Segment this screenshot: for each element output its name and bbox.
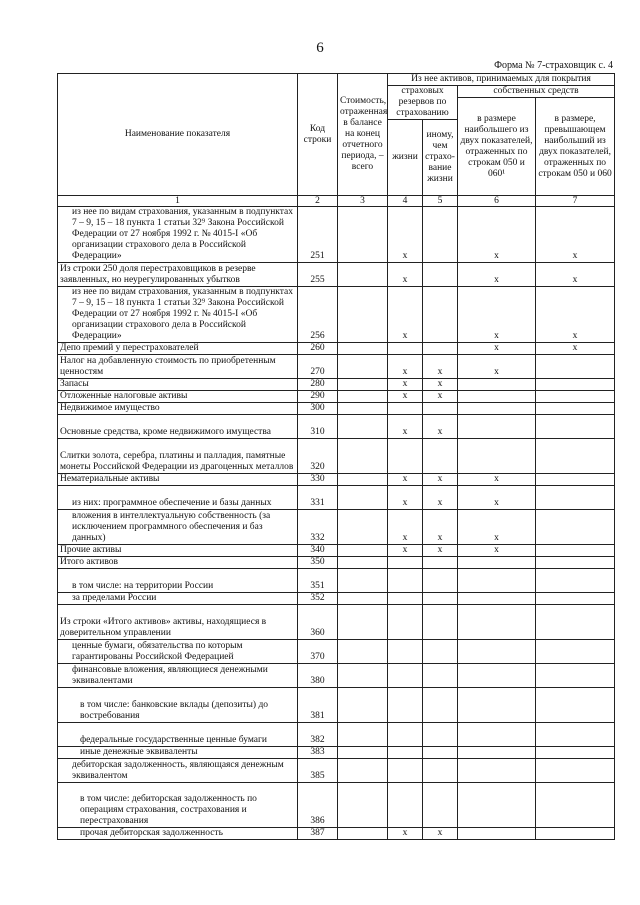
col-number: 1 xyxy=(58,196,298,207)
table-row xyxy=(58,474,615,486)
row-col6 xyxy=(458,439,536,474)
form-label: Форма № 7-страховщик с. 4 xyxy=(494,60,613,71)
header-own-b: в размере, превышающем наибольший из двух показателей, отраженных по строкам 050 и 060 xyxy=(536,98,615,196)
row-col5 xyxy=(423,287,458,343)
row-value xyxy=(338,605,388,640)
row-col6 xyxy=(458,379,536,391)
row-col4 xyxy=(388,664,423,688)
row-name: в том числе: на территории России xyxy=(58,569,298,593)
table-row xyxy=(58,557,615,569)
header-assets-group: Из нее активов, принимаемых для покрытия xyxy=(388,74,615,86)
row-col7 xyxy=(536,391,615,403)
row-col4 xyxy=(388,747,423,759)
row-col6 xyxy=(458,403,536,415)
row-col7: x xyxy=(536,287,615,343)
row-name: дебиторская задолженность, являющаяся денежным эквивалентом xyxy=(58,759,298,783)
row-col5: x xyxy=(423,391,458,403)
table-row xyxy=(58,207,615,263)
row-name: Из строки 250 доля перестраховщиков в резерве заявленных, но неурегулированных убытков xyxy=(58,263,298,287)
header-own-a: в размере наибольшего из двух показателей, отраженных по строкам 050 и 060¹ xyxy=(458,98,536,196)
row-col5: x xyxy=(423,545,458,557)
row-col6 xyxy=(458,759,536,783)
row-name: Основные средства, кроме недвижимого имущества xyxy=(58,415,298,439)
row-col6 xyxy=(458,723,536,747)
row-code: 387 xyxy=(298,828,338,840)
row-col6: x xyxy=(458,474,536,486)
row-col5: x xyxy=(423,510,458,545)
row-col4: x xyxy=(388,486,423,510)
row-name: из нее по видам страхования, указанным в подпунктах 7 – 9, 15 – 18 пункта 1 статьи 32⁹ Закона Российской Федерации от 27 ноября 1992 г. № 4015-I «Об организации страхового дела в Российской Федерации» xyxy=(58,287,298,343)
row-name: иные денежные эквиваленты xyxy=(58,747,298,759)
table-row xyxy=(58,828,615,840)
table-row xyxy=(58,593,615,605)
table-row xyxy=(58,783,615,828)
row-code: 251 xyxy=(298,207,338,263)
row-col5 xyxy=(423,593,458,605)
row-col4 xyxy=(388,343,423,355)
row-value xyxy=(338,557,388,569)
table-row xyxy=(58,415,615,439)
row-col7 xyxy=(536,355,615,379)
row-name: Налог на добавленную стоимость по приобретенным ценностям xyxy=(58,355,298,379)
row-code: 260 xyxy=(298,343,338,355)
row-col6: x xyxy=(458,355,536,379)
row-col4 xyxy=(388,439,423,474)
table-row xyxy=(58,688,615,723)
row-col5 xyxy=(423,569,458,593)
row-col4: x xyxy=(388,510,423,545)
row-col4: x xyxy=(388,287,423,343)
row-name: в том числе: банковские вклады (депозиты) до востребования xyxy=(58,688,298,723)
row-col7 xyxy=(536,379,615,391)
row-code: 381 xyxy=(298,688,338,723)
row-col7 xyxy=(536,439,615,474)
row-value xyxy=(338,593,388,605)
table-row xyxy=(58,723,615,747)
row-col5: x xyxy=(423,486,458,510)
row-value xyxy=(338,783,388,828)
row-code: 280 xyxy=(298,379,338,391)
row-value xyxy=(338,510,388,545)
row-name: Итого активов xyxy=(58,557,298,569)
row-col7 xyxy=(536,545,615,557)
row-col4: x xyxy=(388,263,423,287)
row-col5 xyxy=(423,723,458,747)
row-col6 xyxy=(458,688,536,723)
row-col6 xyxy=(458,640,536,664)
row-code: 360 xyxy=(298,605,338,640)
row-code: 385 xyxy=(298,759,338,783)
row-col6 xyxy=(458,664,536,688)
row-col5: x xyxy=(423,415,458,439)
table-row xyxy=(58,640,615,664)
row-col6: x xyxy=(458,287,536,343)
row-col7 xyxy=(536,403,615,415)
row-col5 xyxy=(423,747,458,759)
row-col6 xyxy=(458,593,536,605)
row-col6 xyxy=(458,391,536,403)
row-col4 xyxy=(388,640,423,664)
row-value xyxy=(338,439,388,474)
row-col7 xyxy=(536,605,615,640)
row-col4: x xyxy=(388,545,423,557)
header-reserves-group: страховых резервов по страхованию xyxy=(388,86,458,120)
table-row xyxy=(58,379,615,391)
row-name: вложения в интеллектуальную собственность (за исключением программного обеспечения и баз данных) xyxy=(58,510,298,545)
row-value xyxy=(338,474,388,486)
row-col7 xyxy=(536,474,615,486)
row-value xyxy=(338,263,388,287)
row-col4: x xyxy=(388,415,423,439)
row-name: в том числе: дебиторская задолженность по операциям страхования, сострахования и перестрахования xyxy=(58,783,298,828)
table-row xyxy=(58,439,615,474)
row-col6: x xyxy=(458,510,536,545)
row-col6 xyxy=(458,415,536,439)
row-col4 xyxy=(388,605,423,640)
row-col7 xyxy=(536,688,615,723)
row-code: 340 xyxy=(298,545,338,557)
header-code: Код строки xyxy=(298,74,338,196)
col-number: 4 xyxy=(388,196,423,207)
table-row xyxy=(58,545,615,557)
row-value xyxy=(338,415,388,439)
row-name: ценные бумаги, обязательства по которым гарантированы Российской Федерацией xyxy=(58,640,298,664)
row-col7 xyxy=(536,510,615,545)
row-value xyxy=(338,747,388,759)
table-row xyxy=(58,747,615,759)
row-col5 xyxy=(423,688,458,723)
row-value xyxy=(338,343,388,355)
row-col5: x xyxy=(423,474,458,486)
row-col7 xyxy=(536,664,615,688)
row-code: 330 xyxy=(298,474,338,486)
row-col4 xyxy=(388,569,423,593)
row-name: Из строки «Итого активов» активы, находящиеся в доверительном управлении xyxy=(58,605,298,640)
header-life: жизни xyxy=(388,120,423,196)
row-col7 xyxy=(536,415,615,439)
row-code: 332 xyxy=(298,510,338,545)
row-name: Прочие активы xyxy=(58,545,298,557)
row-col7 xyxy=(536,640,615,664)
row-col4 xyxy=(388,688,423,723)
row-col5: x xyxy=(423,828,458,840)
row-name: из них: программное обеспечение и базы данных xyxy=(58,486,298,510)
table-row xyxy=(58,403,615,415)
row-value xyxy=(338,688,388,723)
table-row xyxy=(58,263,615,287)
row-col7: x xyxy=(536,343,615,355)
row-col6: x xyxy=(458,263,536,287)
row-name: Недвижимое имущество xyxy=(58,403,298,415)
row-col5: x xyxy=(423,355,458,379)
assets-table xyxy=(57,73,615,840)
row-col5 xyxy=(423,640,458,664)
row-col7 xyxy=(536,486,615,510)
row-col4: x xyxy=(388,474,423,486)
row-col4 xyxy=(388,723,423,747)
row-col5 xyxy=(423,207,458,263)
row-col6: x xyxy=(458,343,536,355)
row-value xyxy=(338,723,388,747)
header-other: иному, чем страхо-вание жизни xyxy=(423,120,458,196)
row-col4 xyxy=(388,403,423,415)
row-col4: x xyxy=(388,355,423,379)
row-col6 xyxy=(458,557,536,569)
row-col4: x xyxy=(388,379,423,391)
row-value xyxy=(338,664,388,688)
row-value xyxy=(338,828,388,840)
row-col7: x xyxy=(536,207,615,263)
row-value xyxy=(338,287,388,343)
row-col6: x xyxy=(458,486,536,510)
row-value xyxy=(338,391,388,403)
row-col6 xyxy=(458,605,536,640)
row-col5 xyxy=(423,343,458,355)
row-code: 331 xyxy=(298,486,338,510)
row-col7 xyxy=(536,593,615,605)
row-col4: x xyxy=(388,207,423,263)
header-name: Наименование показателя xyxy=(58,74,298,196)
row-code: 350 xyxy=(298,557,338,569)
table-row xyxy=(58,355,615,379)
row-name: прочая дебиторская задолженность xyxy=(58,828,298,840)
row-code: 380 xyxy=(298,664,338,688)
row-col7 xyxy=(536,828,615,840)
row-code: 270 xyxy=(298,355,338,379)
row-name: Нематериальные активы xyxy=(58,474,298,486)
col-number: 2 xyxy=(298,196,338,207)
col-number: 3 xyxy=(338,196,388,207)
row-col4 xyxy=(388,557,423,569)
row-value xyxy=(338,640,388,664)
table-row xyxy=(58,287,615,343)
row-col4 xyxy=(388,593,423,605)
row-col4 xyxy=(388,783,423,828)
row-name: федеральные государственные ценные бумаги xyxy=(58,723,298,747)
row-col4: x xyxy=(388,828,423,840)
row-col5 xyxy=(423,439,458,474)
table-row xyxy=(58,664,615,688)
row-col4 xyxy=(388,759,423,783)
row-name: из нее по видам страхования, указанным в подпунктах 7 – 9, 15 – 18 пункта 1 статьи 32⁹ Закона Российской Федерации от 27 ноября 1992 г. № 4015-I «Об организации страхового дела в Российской Федерации» xyxy=(58,207,298,263)
row-name: Запасы xyxy=(58,379,298,391)
table-row xyxy=(58,391,615,403)
row-col6 xyxy=(458,783,536,828)
row-name: за пределами России xyxy=(58,593,298,605)
table-row xyxy=(58,510,615,545)
row-code: 386 xyxy=(298,783,338,828)
row-code: 320 xyxy=(298,439,338,474)
col-number: 6 xyxy=(458,196,536,207)
row-col6: x xyxy=(458,545,536,557)
row-code: 256 xyxy=(298,287,338,343)
row-value xyxy=(338,403,388,415)
row-code: 310 xyxy=(298,415,338,439)
table-row xyxy=(58,605,615,640)
col-number: 5 xyxy=(423,196,458,207)
row-code: 383 xyxy=(298,747,338,759)
row-col5 xyxy=(423,263,458,287)
row-col5 xyxy=(423,759,458,783)
row-col7 xyxy=(536,723,615,747)
row-col7 xyxy=(536,783,615,828)
table-row xyxy=(58,759,615,783)
page-number: 6 xyxy=(316,40,324,56)
row-code: 352 xyxy=(298,593,338,605)
row-name: Отложенные налоговые активы xyxy=(58,391,298,403)
row-value xyxy=(338,486,388,510)
row-name: финансовые вложения, являющиеся денежными эквивалентами xyxy=(58,664,298,688)
row-col5 xyxy=(423,664,458,688)
col-number: 7 xyxy=(536,196,615,207)
table-row xyxy=(58,343,615,355)
header-own-funds-group: собственных средств xyxy=(458,86,615,98)
row-value xyxy=(338,545,388,557)
header-value: Стоимость, отраженная в балансе на конец отчетного периода, – всего xyxy=(338,74,388,196)
row-code: 370 xyxy=(298,640,338,664)
row-value xyxy=(338,207,388,263)
row-col5 xyxy=(423,557,458,569)
row-code: 351 xyxy=(298,569,338,593)
row-name: Слитки золота, серебра, платины и палладия, памятные монеты Российской Федерации из драгоценных металлов xyxy=(58,439,298,474)
row-code: 382 xyxy=(298,723,338,747)
row-code: 300 xyxy=(298,403,338,415)
row-col6 xyxy=(458,569,536,593)
table-row xyxy=(58,569,615,593)
row-col5 xyxy=(423,783,458,828)
row-col5 xyxy=(423,403,458,415)
table-row xyxy=(58,486,615,510)
row-value xyxy=(338,379,388,391)
row-name: Депо премий у перестрахователей xyxy=(58,343,298,355)
row-code: 290 xyxy=(298,391,338,403)
row-col5 xyxy=(423,605,458,640)
row-col6: x xyxy=(458,207,536,263)
row-code: 255 xyxy=(298,263,338,287)
row-value xyxy=(338,759,388,783)
row-value xyxy=(338,355,388,379)
row-col7: x xyxy=(536,263,615,287)
row-col6 xyxy=(458,747,536,759)
row-col4: x xyxy=(388,391,423,403)
row-col7 xyxy=(536,747,615,759)
row-col7 xyxy=(536,569,615,593)
row-col6 xyxy=(458,828,536,840)
row-col7 xyxy=(536,557,615,569)
row-col7 xyxy=(536,759,615,783)
row-value xyxy=(338,569,388,593)
row-col5: x xyxy=(423,379,458,391)
